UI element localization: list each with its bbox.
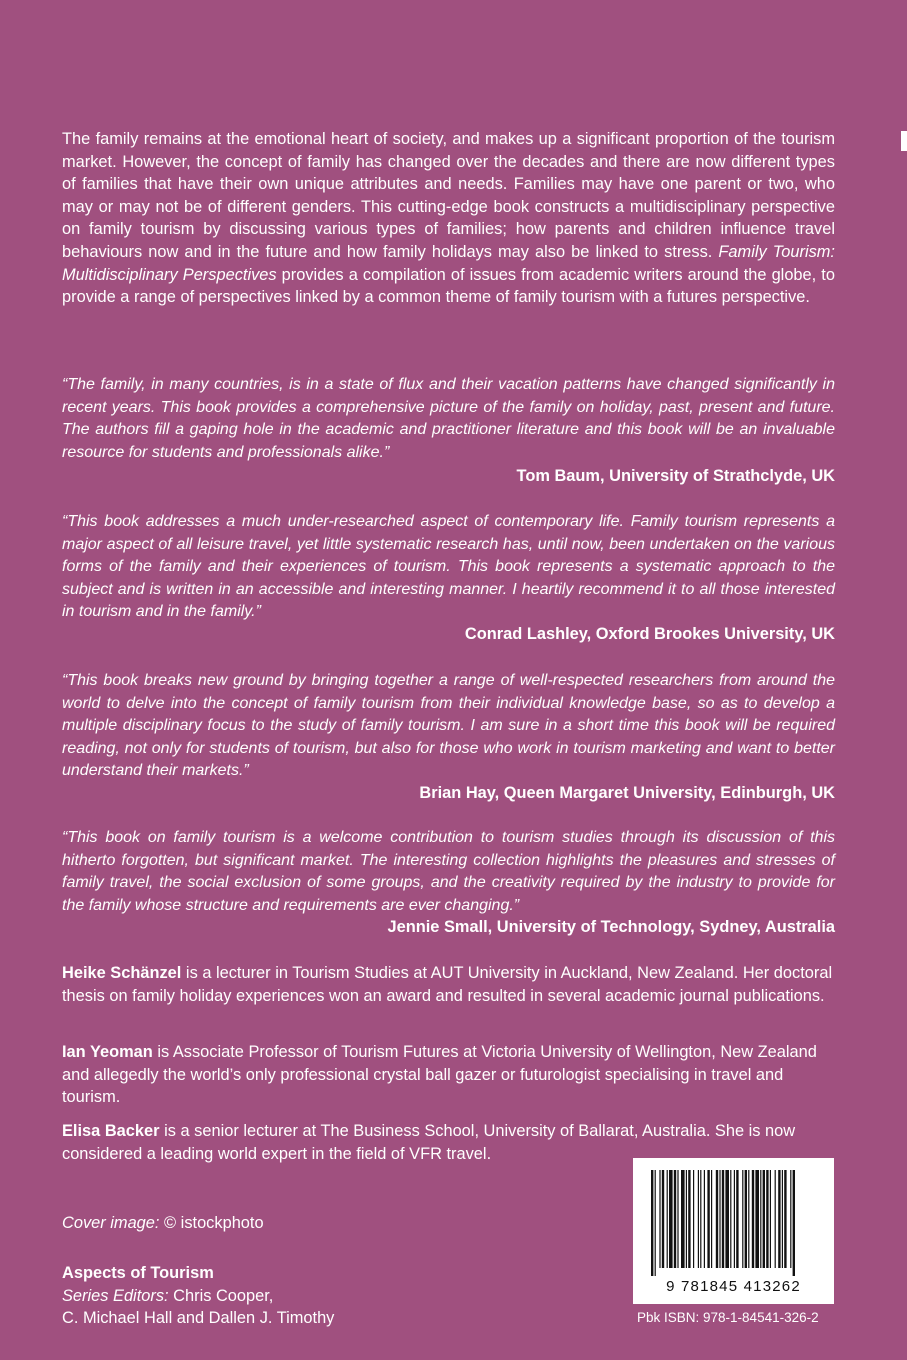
- editor-bio-text-3: is a senior lecturer at The Business School, University of Ballarat, Australia. She is now considered a leading world expert in the field of VFR travel.: [62, 1122, 796, 1163]
- barcode-bar: [734, 1170, 735, 1268]
- editor-name-1: Heike Schänzel: [62, 964, 182, 982]
- description-text: The family remains at the emotional heart of society, and makes up a significant proportion of the tourism market. However, the concept of family has changed over the decades and there are now different types of families that have their own unique attributes and needs. Families may have one parent or two, who may or may not be of different genders. This cutting-edge book constructs a multidisciplinary perspective on family tourism by discussing various types of families; how parents and children influence travel behaviours now and in the future and how family holidays may also be linked to stress.: [62, 130, 835, 261]
- series-editors-line2: C. Michael Hall and Dallen J. Timothy: [62, 1309, 335, 1328]
- endorsement-quote-3: “This book breaks new ground by bringing together a range of well-respected researchers from around the world to delve into the concept of family tourism from their individual knowledge base, so as to develop a multiple disciplinary focus to the study of family tourism. I am sure in a short time this book will be required reading, not only for students of tourism, but also for those who work in tourism marketing and want to better understand their markets.”: [62, 672, 835, 780]
- barcode-bar: [700, 1170, 701, 1268]
- barcode-bar: [719, 1170, 720, 1268]
- barcode-bar: [745, 1170, 747, 1268]
- barcode-bar: [655, 1170, 656, 1276]
- barcode-bar: [790, 1170, 791, 1268]
- cover-image-label: Cover image:: [62, 1214, 160, 1232]
- endorsement-attribution-1: Tom Baum, University of Strathclyde, UK: [516, 467, 835, 485]
- series-info: [62, 1262, 462, 1330]
- barcode-bar: [748, 1170, 749, 1268]
- barcode-bar: [766, 1170, 768, 1268]
- description-text-end: provides a compilation of issues from academic writers around the globe, to provide a range of perspectives linked by a common theme of family tourism with a futures perspective.: [62, 265, 835, 307]
- cover-image-credit: [62, 1212, 462, 1235]
- barcode-bar: [725, 1170, 729, 1268]
- barcode-bar: [686, 1170, 687, 1268]
- barcode: [633, 1158, 834, 1304]
- isbn: Pbk ISBN: 978-1-84541-326-2: [637, 1310, 819, 1325]
- barcode-bar: [770, 1170, 771, 1268]
- editor-bio-text-1: is a lecturer in Tourism Studies at AUT University in Auckland, New Zealand. Her doctoral thesis on family holiday experiences won an award and resulted in several academic journal publications.: [62, 964, 833, 1005]
- editor-name-2: Ian Yeoman: [62, 1043, 153, 1061]
- endorsement-attribution-2: Conrad Lashley, Oxford Brookes University, UK: [464, 625, 835, 643]
- series-editors-names-1: Chris Cooper,: [173, 1286, 274, 1305]
- barcode-bar: [698, 1170, 699, 1268]
- series-editors-label: Series Editors:: [62, 1286, 169, 1305]
- barcode-bar: [659, 1170, 660, 1268]
- series-title: Aspects of Tourism: [62, 1264, 214, 1282]
- barcode-bar: [778, 1170, 780, 1268]
- editor-bio-text-2: is Associate Professor of Tourism Futures at Victoria University of Wellington, New Zealand and allegedly the world’s only professional crystal ball gazer or futurologist specialising in travel and tourism.: [62, 1043, 817, 1107]
- endorsement-attribution-3: Brian Hay, Queen Margaret University, Edinburgh, UK: [419, 784, 835, 802]
- editor-name-3: Elisa Backer: [62, 1122, 160, 1140]
- barcode-bar: [674, 1170, 676, 1268]
- series-editors-line1: [62, 1285, 462, 1308]
- barcode-bar: [763, 1170, 765, 1268]
- barcode-bar: [662, 1170, 664, 1268]
- endorsement-attribution-4: Jennie Small, University of Technology, Sydney, Australia: [387, 918, 835, 936]
- barcode-bar: [681, 1170, 685, 1268]
- barcode-bar: [760, 1170, 761, 1268]
- barcode-bar: [704, 1170, 705, 1268]
- barcode-bar: [677, 1170, 678, 1268]
- barcode-bar: [716, 1170, 718, 1268]
- barcode-bar: [755, 1170, 759, 1268]
- barcode-bar: [693, 1170, 694, 1268]
- barcode-bar: [736, 1170, 738, 1268]
- cover-image-source: © istockphoto: [164, 1214, 264, 1232]
- barcode-digits: 9 781845 413262: [666, 1278, 801, 1295]
- endorsement-quote-2: “This book addresses a much under-researched aspect of contemporary life. Family tourism represents a major aspect of all leisure travel, yet little systematic research has, until now, been undertaken on the various forms of the family and their experiences of tourism. This book represents a systematic approach to the subject and is written in an accessible and interesting manner. I heartily recommend it to all those interested in tourism and in the family.”: [62, 513, 835, 621]
- barcode-bar: [688, 1170, 690, 1268]
- edge-mark: [901, 131, 907, 151]
- barcode-bar: [793, 1170, 795, 1276]
- barcode-bar: [707, 1170, 709, 1268]
- book-title: Family Tourism: Multidisciplinary Perspectives: [62, 242, 835, 284]
- barcode-bar: [667, 1170, 668, 1268]
- editor-bio-1: [62, 962, 835, 1007]
- barcode-bar: [722, 1170, 724, 1268]
- book-description: [62, 128, 835, 309]
- barcode-bar: [784, 1170, 786, 1268]
- barcode-bar: [752, 1170, 754, 1268]
- editor-bio-2: [62, 1041, 835, 1109]
- barcode-bar: [651, 1170, 653, 1276]
- barcode-bar: [742, 1170, 743, 1268]
- barcode-bar: [669, 1170, 673, 1268]
- barcode-bar: [730, 1170, 731, 1268]
- barcode-bar: [782, 1170, 783, 1268]
- endorsement-quote-4: “This book on family tourism is a welcome contribution to tourism studies through its discussion of this hitherto forgotten, but significant market. The interesting collection highlights the pleasures and stresses of family travel, the social exclusion of some groups, and the creativity required by the industry to provide for the family whose structure and requirements are ever changing.”: [62, 829, 835, 914]
- barcode-bar: [711, 1170, 712, 1268]
- barcode-bar: [775, 1170, 776, 1268]
- endorsement-quote-1: “The family, in many countries, is in a state of flux and their vacation patterns have changed significantly in recent years. This book provides a comprehensive picture of the family on holiday, past, present and future. The authors fill a gaping hole in the academic and practitioner literature and this book will be an invaluable resource for students and professionals alike.”: [62, 376, 835, 461]
